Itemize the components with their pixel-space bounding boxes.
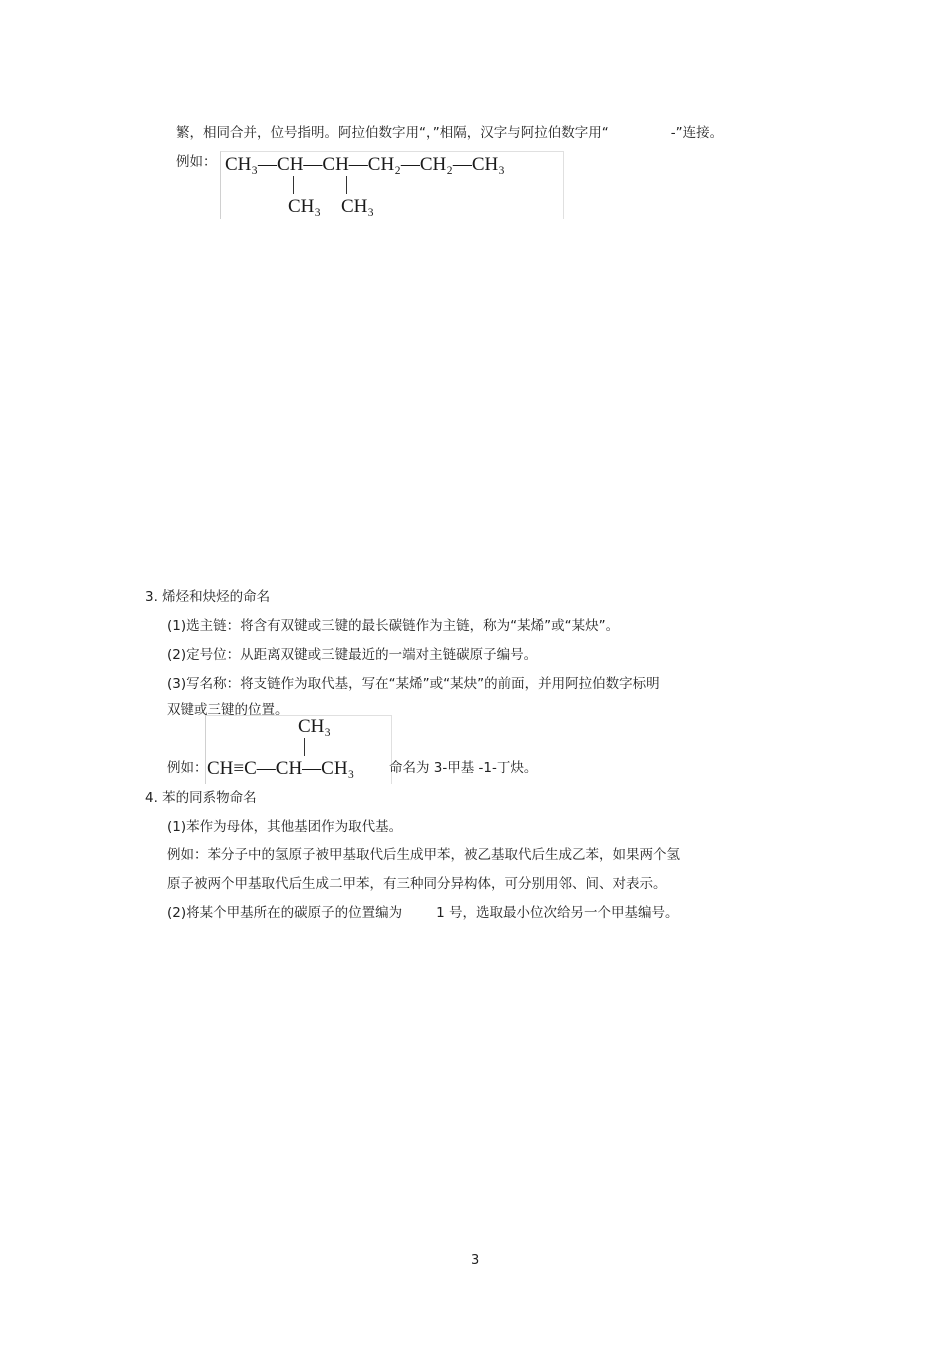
bond-vertical — [304, 738, 305, 756]
bond-vertical — [346, 176, 347, 194]
formula-branch-methyl: CH₃ — [288, 196, 322, 217]
paragraph-naming-rule — [176, 124, 723, 142]
paragraph-text: 双键或三键的位置。 — [167, 702, 289, 718]
paragraph-text — [167, 904, 679, 922]
paragraph-text-part: (2)将某个甲基所在的碳原子的位置编为 — [167, 905, 403, 921]
paragraph-text: 繁，相同合并，位号指明。阿拉伯数字用“，”相隔，汉字与阿拉伯数字用“ — [176, 125, 609, 141]
example-label: 例如： — [176, 154, 217, 170]
paragraph-text: (1)苯作为母体，其他基团作为取代基。 — [167, 819, 403, 835]
example-label: 例如： — [167, 760, 208, 776]
page-number: 3 — [471, 1253, 480, 1268]
paragraph-text: (2)定号位：从距离双键或三键最近的一端对主链碳原子编号。 — [167, 647, 538, 663]
paragraph-text: 原子被两个甲基取代后生成二甲苯，有三种同分异构体，可分别用邻、间、对表示。 — [167, 876, 667, 892]
paragraph-text-end: -”连接。 — [670, 125, 724, 141]
paragraph-text: 例如：苯分子中的氢原子被甲基取代后生成甲苯，被乙基取代后生成乙苯，如果两个氢 — [167, 847, 680, 863]
formula-branch-methyl: CH₃ — [341, 196, 375, 217]
section-title: 4. 苯的同系物命名 — [145, 790, 257, 806]
formula-alkane-structure — [220, 151, 564, 219]
paragraph-text: (3)写名称：将支链作为取代基，写在“某烯”或“某炔”的前面，并用阿拉伯数字标明 — [167, 676, 660, 692]
section-title: 3. 烯烃和炔烃的命名 — [145, 589, 271, 605]
formula-alkyne-structure — [205, 715, 392, 784]
bond-vertical — [293, 176, 294, 194]
formula-main-chain: CH≡C—CH—CH₃ — [207, 758, 355, 779]
formula-branch-methyl: CH₃ — [298, 716, 332, 737]
paragraph-text-part: 1 号，选取最小位次给另一个甲基编号。 — [436, 905, 679, 921]
paragraph-text: (1)选主链：将含有双键或三键的最长碳链作为主链，称为“某烯”或“某炔”。 — [167, 618, 620, 634]
formula-main-chain: CH₃—CH—CH—CH₂—CH₂—CH₃ — [225, 154, 505, 175]
example-name: 命名为 3-甲基 -1-丁炔。 — [389, 760, 538, 776]
